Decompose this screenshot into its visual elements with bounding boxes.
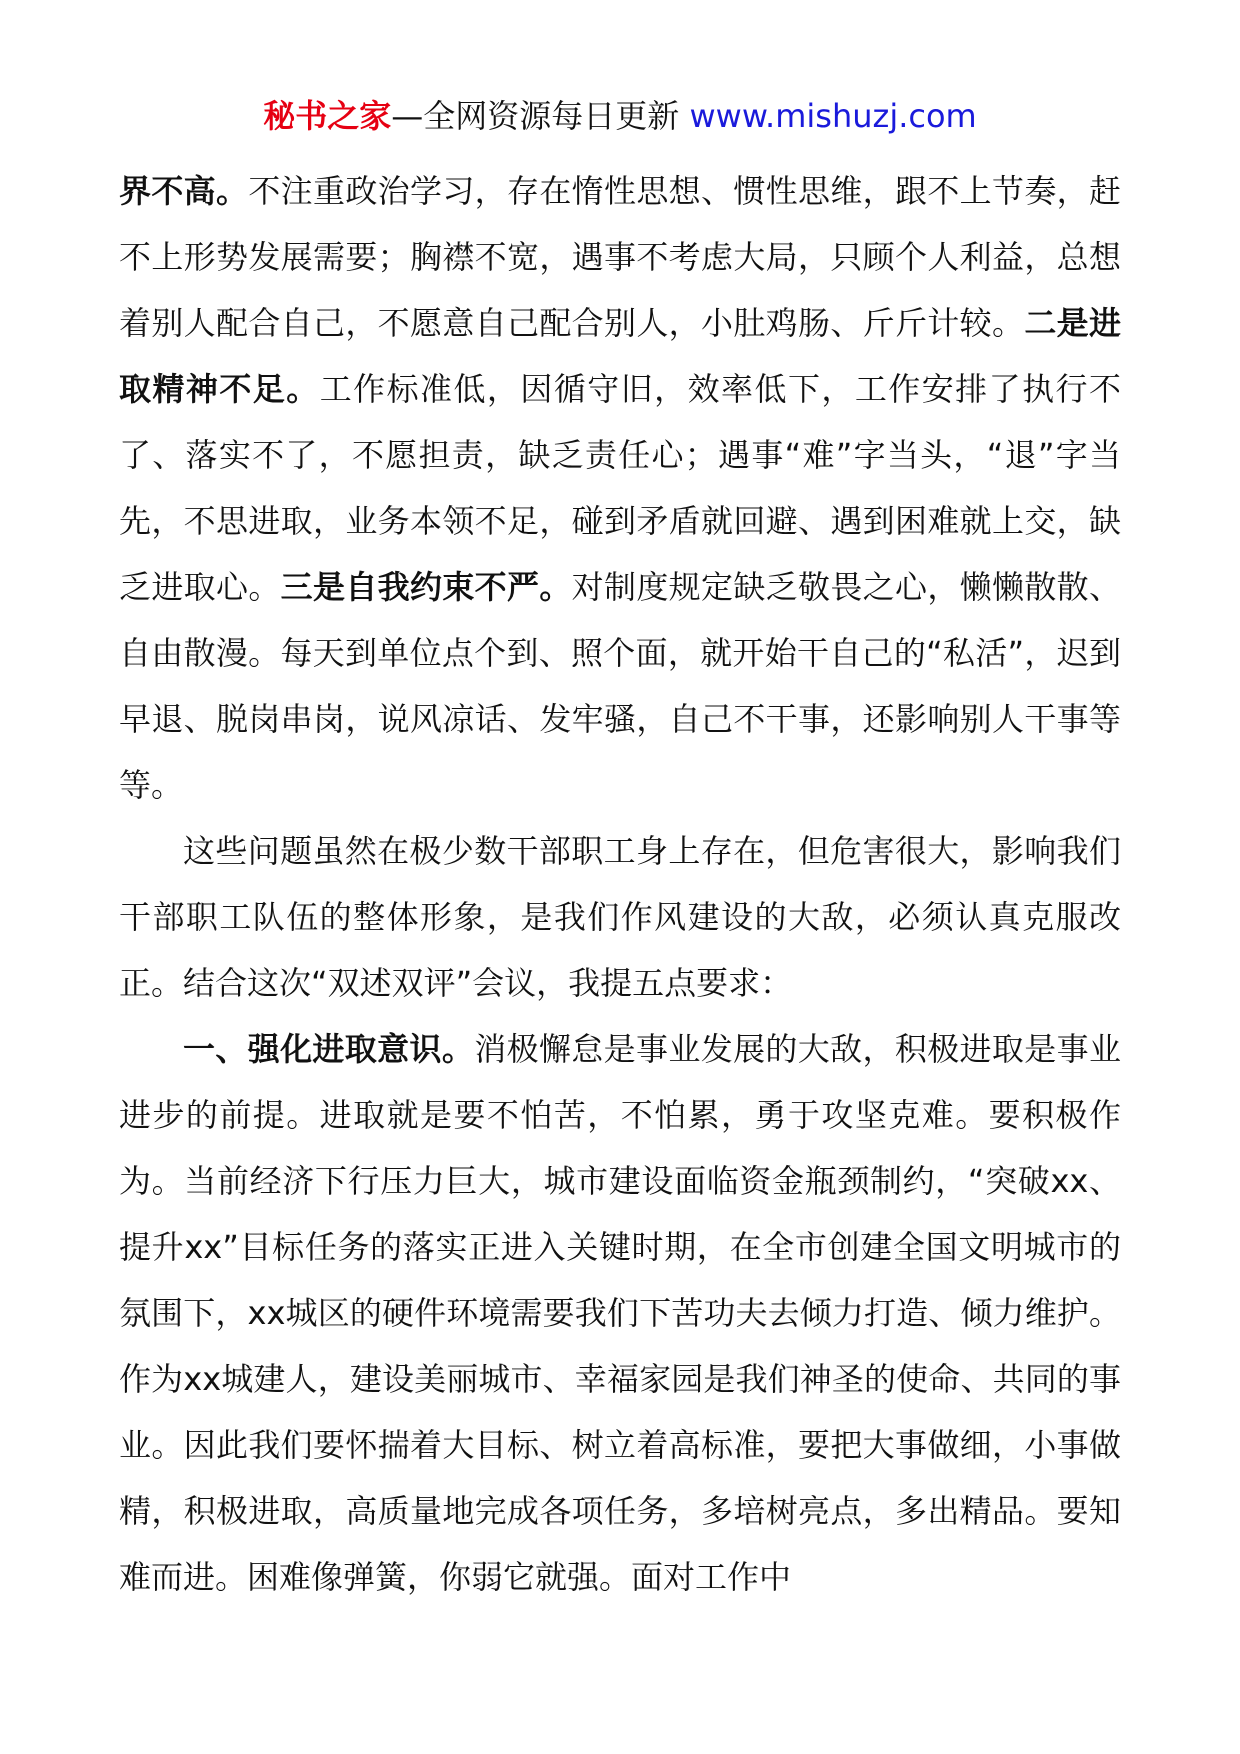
section-1-text: 消极懈怠是事业发展的大敌，积极进取是事业进步的前提。进取就是要不怕苦，不怕累，勇于攻坚克难。要积极作为。当前经济下行压力巨大，城市建设面临资金瓶颈制约，“突破xx、提升xx”目标任务的落实正进入关键时期，在全市创建全国文明城市的氛围下，xx城区的硬件环境需要我们下苦功夫去倾力打造、倾力维护。作为xx城建人，建设美丽城市、幸福家园是我们神圣的使命、共同的事业。因此我们要怀揣着大目标、树立着高标准，要把大事做细，小事做精，积极进取，高质量地完成各项任务，多培树亮点，多出精品。要知难而进。困难像弹簧，你弱它就强。面对工作中	[119, 1030, 1121, 1596]
paragraph-2-text: 这些问题虽然在极少数干部职工身上存在，但危害很大，影响我们干部职工队伍的整体形象，是我们作风建设的大敌，必须认真克服改正。结合这次“双述双评”会议，我提五点要求：	[119, 832, 1121, 1002]
site-tagline: —全网资源每日更新	[391, 97, 680, 135]
site-brand: 秘书之家	[263, 97, 392, 135]
page-header	[0, 96, 1240, 136]
paragraph-1-segment-6: 对制度规定缺乏敬畏之心，懒懒散散、自由散漫。每天到单位点个到、照个面，就开始干自己的“私活”，迟到早退、脱岗串岗，说风凉话、发牢骚，自己不干事，还影响别人干事等等。	[119, 568, 1121, 804]
paragraph-1-heading-2: 二是进取精神不足。	[119, 304, 1121, 408]
paragraph-1-segment-1: 界不高。	[119, 172, 249, 210]
paragraph-1-segment-2: 不注重政治学习，存在惰性思想、惯性思维，跟不上节奏，赶不上形势发展需要；胸襟不宽，遇事不考虑大局，只顾个人利益，总想着别人配合自己，不愿意自己配合别人，小肚鸡肠、斤斤计较。	[119, 172, 1121, 342]
site-url[interactable]: www.mishuzj.com	[679, 97, 977, 135]
document-body	[119, 158, 1121, 1610]
paragraph-3	[119, 1016, 1121, 1610]
paragraph-1-heading-3: 三是自我约束不严。	[280, 568, 572, 606]
paragraph-1-segment-4: 工作标准低，因循守旧，效率低下，工作安排了执行不了、落实不了，不愿担责，缺乏责任心；遇事“难”字当头，“退”字当先，不思进取，业务本领不足，碰到矛盾就回避、遇到困难就上交，缺乏进取心。	[119, 370, 1121, 606]
section-1-heading: 一、强化进取意识。	[183, 1030, 475, 1068]
paragraph-1	[119, 158, 1121, 818]
paragraph-2	[119, 818, 1121, 1016]
